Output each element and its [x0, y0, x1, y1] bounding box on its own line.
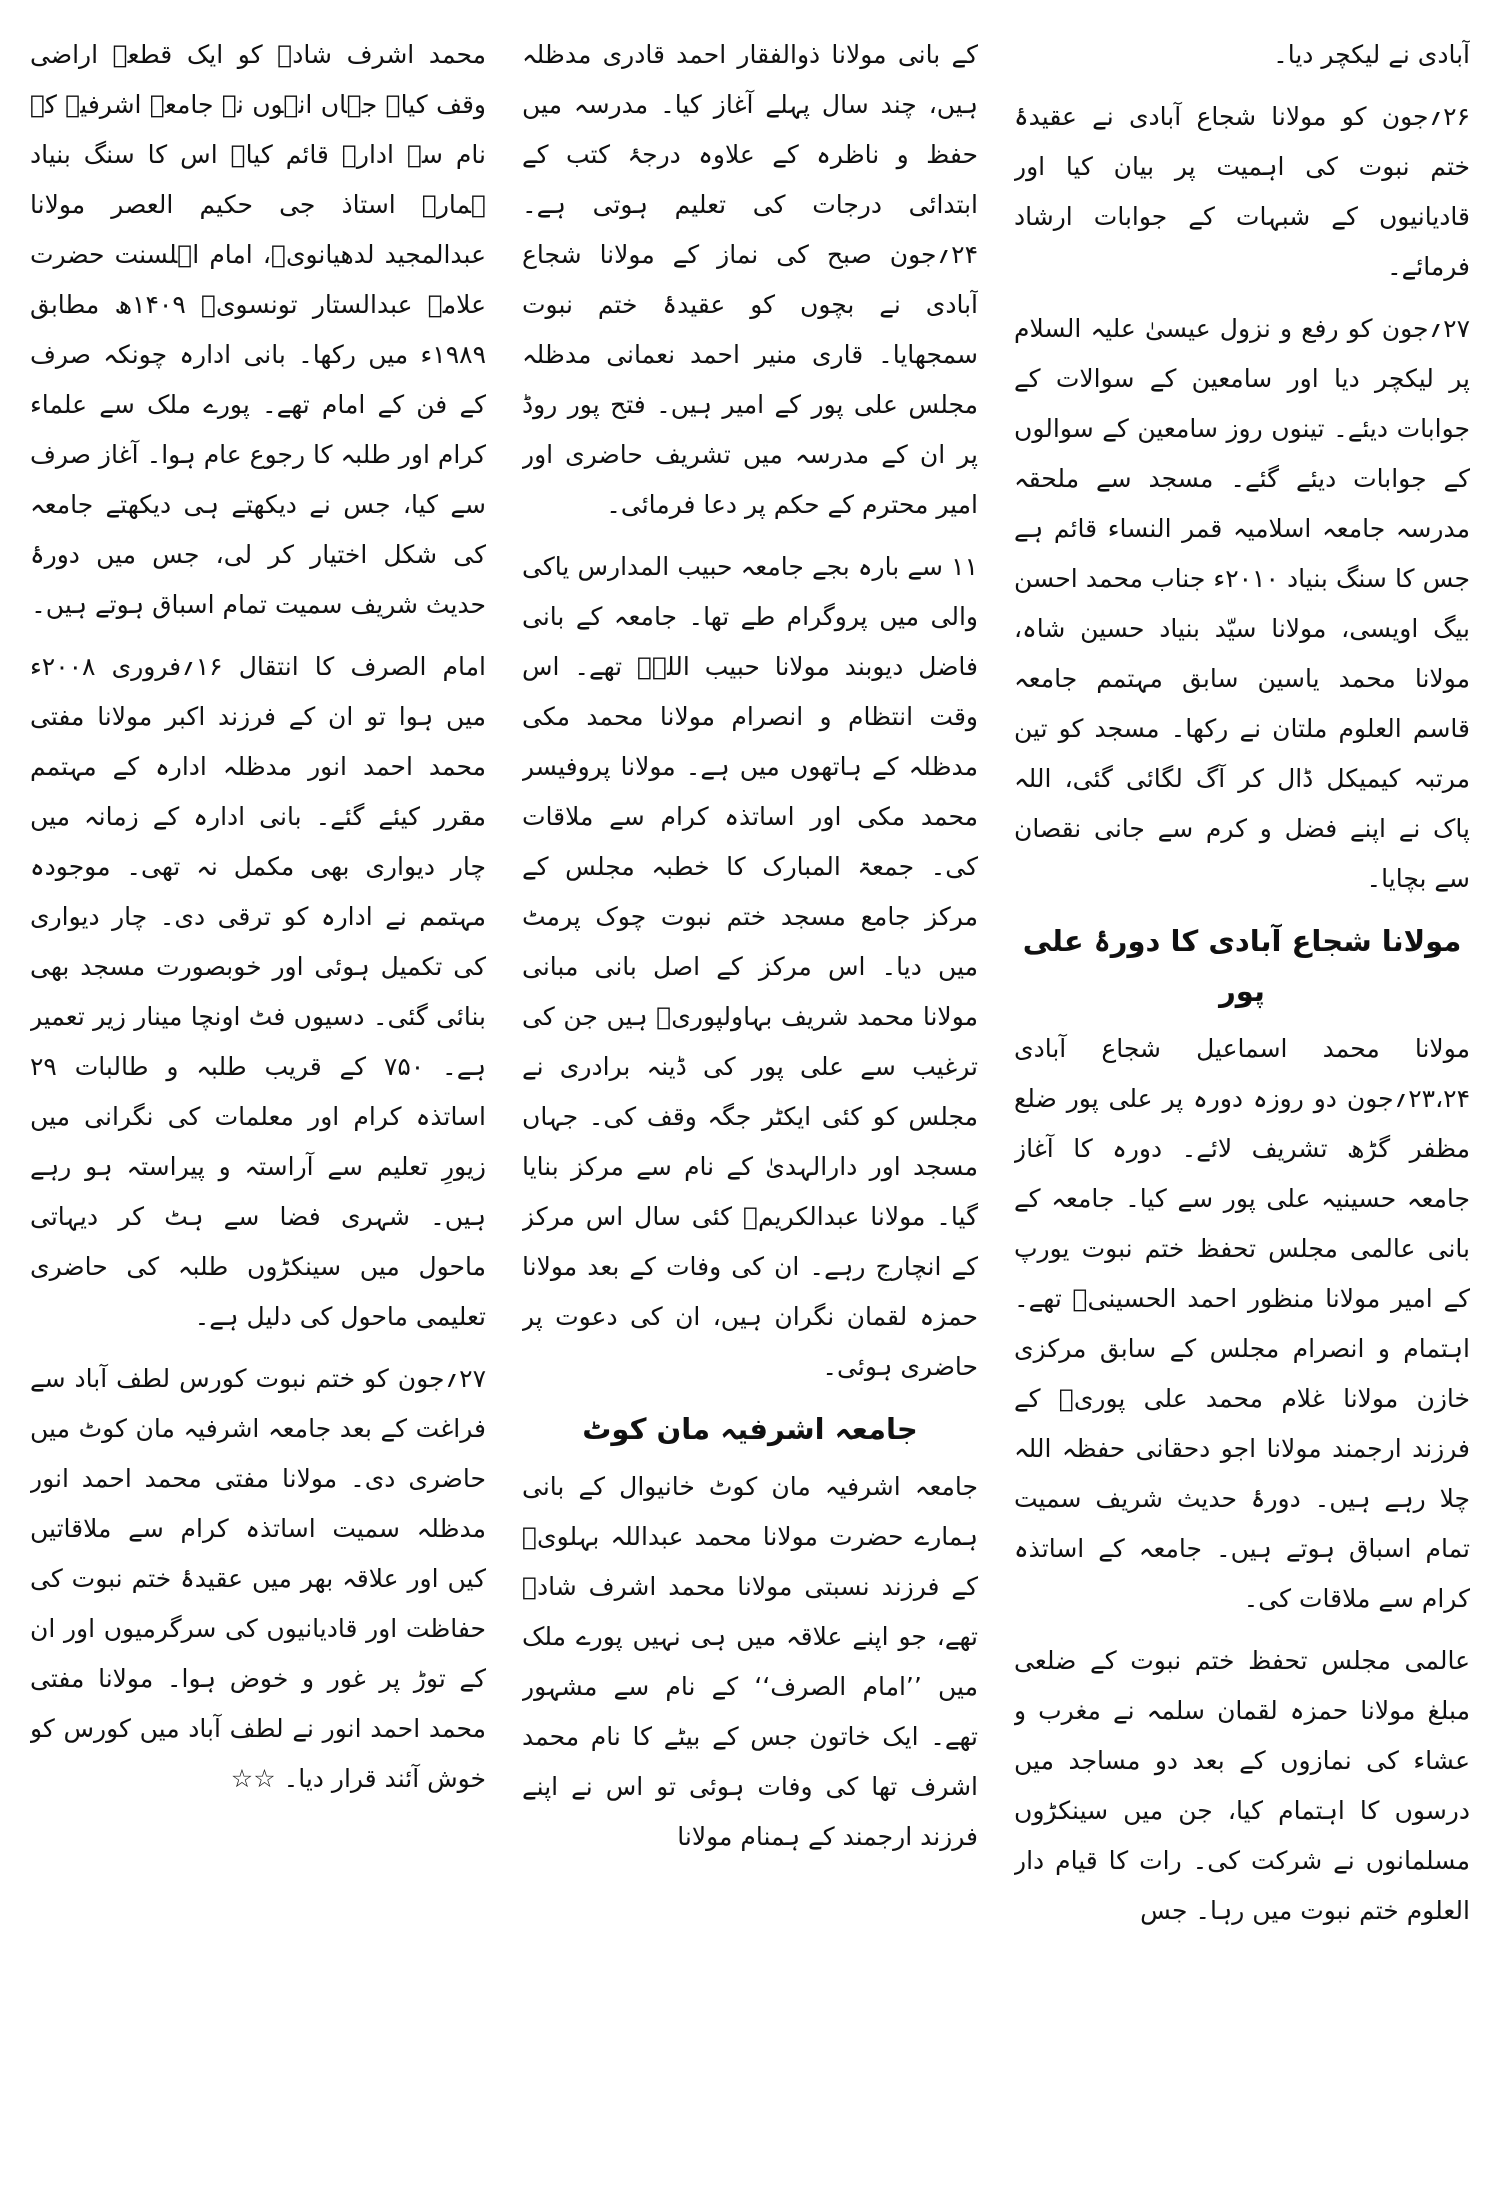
newspaper-page	[30, 30, 1470, 2170]
paragraph: مولانا محمد اسماعیل شجاع آبادی ۲۳،۲۴؍جون دو روزہ دورہ پر علی پور ضلع مظفر گڑھ تشریف لائے۔ دورہ کا آغاز جامعہ حسینیہ علی پور سے کیا۔ جامعہ کے بانی عالمی مجلس تحفظ ختم نبوت یورپ کے امیر مولانا منظور احمد الحسینیؒ تھے۔ اہتمام و انصرام مجلس کے سابق مرکزی خازن مولانا غلام محمد علی پوریؒ کے فرزند ارجمند مولانا اجو دحقانی حفظہ اللہ چلا رہے ہیں۔ دورۂ حدیث شریف سمیت تمام اسباق ہوتے ہیں۔ جامعہ کے اساتذہ کرام سے ملاقات کی۔	[1014, 1034, 1470, 1613]
paragraph: ۱۱ سے بارہ بجے جامعہ حبیب المدارس یاکی والی میں پروگرام طے تھا۔ جامعہ کے بانی فاضل دیوبند مولانا حبیب اللہؒ تھے۔ اس وقت انتظام و انصرام مولانا محمد مکی مدظلہ کے ہاتھوں میں ہے۔ مولانا پروفیسر محمد مکی اور اساتذہ کرام سے ملاقات کی۔ جمعۃ المبارک کا خطبہ مجلس کے مرکز جامع مسجد ختم نبوت چوک پرمٹ میں دیا۔ اس مرکز کے اصل بانی مبانی مولانا محمد شریف بہاولپوریؒ ہیں جن کی ترغیب سے علی پور کی ڈینہ برادری نے مجلس کو کئی ایکٹر جگہ وقف کی۔ جہاں مسجد اور دارالہدیٰ کے نام سے مرکز بنایا گیا۔ مولانا عبدالکریمؒ کئی سال اس مرکز کے انچارج رہے۔ ان کی وفات کے بعد مولانا حمزہ لقمان نگران ہیں، ان کی دعوت پر حاضری ہوئی۔	[522, 552, 978, 1381]
paragraph: عالمی مجلس تحفظ ختم نبوت کے ضلعی مبلغ مولانا حمزہ لقمان سلمہ نے مغرب و عشاء کی نمازوں کے بعد دو مساجد میں درسوں کا اہتمام کیا، جن میں سینکڑوں مسلمانوں نے شرکت کی۔ رات کا قیام دار العلوم ختم نبوت میں رہا۔ جس	[1014, 1646, 1470, 1925]
paragraph: جامعہ اشرفیہ مان کوٹ خانیوال کے بانی ہمارے حضرت مولانا محمد عبداللہ بہلویؒ کے فرزند نسبتی مولانا محمد اشرف شادؒ تھے، جو اپنے علاقہ میں ہی نہیں پورے ملک میں ’’امام الصرف‘‘ کے نام سے مشہور تھے۔ ایک خاتون جس کے بیٹے کا نام محمد اشرف تھا کی وفات ہوئی تو اس نے اپنے فرزند ارجمند کے ہمنام مولانا	[522, 1472, 978, 1851]
column-left	[30, 30, 486, 2170]
paragraph: ۲۷؍جون کو رفع و نزول عیسیٰ علیہ السلام پر لیکچر دیا اور سامعین کے سوالات کے جوابات دیئے۔ تینوں روز سامعین کے سوالوں کے جوابات دیئے گئے۔ مسجد سے ملحقہ مدرسہ جامعہ اسلامیہ قمر النساء قائم ہے جس کا سنگ بنیاد ۲۰۱۰ء جناب محمد احسن بیگ اویسی، مولانا سیّد بنیاد حسین شاہ، مولانا محمد یاسین سابق مہتمم جامعہ قاسم العلوم ملتان نے رکھا۔ مسجد کو تین مرتبہ کیمیکل ڈال کر آگ لگائی گئی، اللہ پاک نے اپنے فضل و کرم سے جانی نقصان سے بچایا۔	[1014, 314, 1470, 893]
section-heading: مولانا شجاع آبادی کا دورۂ علی پور	[1022, 924, 1462, 1008]
paragraph: کے بانی مولانا ذوالفقار احمد قادری مدظلہ ہیں، چند سال پہلے آغاز کیا۔ مدرسہ میں حفظ و ناظرہ کے علاوہ درجۂ کتب کے ابتدائی درجات کی تعلیم ہوتی ہے۔ ۲۴؍جون صبح کی نماز کے مولانا شجاع آبادی نے بچوں کو عقیدۂ ختم نبوت سمجھایا۔ قاری منیر احمد نعمانی مدظلہ مجلس علی پور کے امیر ہیں۔ فتح پور روڈ پر ان کے مدرسہ میں تشریف حاضری اور امیر محترم کے حکم پر دعا فرمائی۔	[522, 40, 978, 519]
section-heading: جامعہ اشرفیہ مان کوٹ	[582, 1412, 918, 1446]
paragraph: ۲۷؍جون کو ختم نبوت کورس لطف آباد سے فراغت کے بعد جامعہ اشرفیہ مان کوٹ میں حاضری دی۔ مولانا مفتی محمد احمد انور مدظلہ سمیت اساتذہ کرام سے ملاقاتیں کیں اور علاقہ بھر میں عقیدۂ ختم نبوت کی حفاظت اور قادیانیوں کی سرگرمیوں اور ان کے توڑ پر غور و خوض ہوا۔ مولانا مفتی محمد احمد انور نے لطف آباد میں کورس کو خوش آئند قرار دیا۔ ☆☆	[30, 1364, 486, 1793]
paragraph: ۲۶؍جون کو مولانا شجاع آبادی نے عقیدۂ ختم نبوت کی اہمیت پر بیان کیا اور قادیانیوں کے شبہات کے جوابات ارشاد فرمائے۔	[1014, 102, 1470, 281]
paragraph: امام الصرف کا انتقال ۱۶؍فروری ۲۰۰۸ء میں ہوا تو ان کے فرزند اکبر مولانا مفتی محمد احمد انور مدظلہ ادارہ کے مہتمم مقرر کیئے گئے۔ بانی ادارہ کے زمانہ میں چار دیواری بھی مکمل نہ تھی۔ موجودہ مہتمم نے ادارہ کو ترقی دی۔ چار دیواری کی تکمیل ہوئی اور خوبصورت مسجد بھی بنائی گئی۔ دسیوں فٹ اونچا مینار زیر تعمیر ہے۔ ۷۵۰ کے قریب طلبہ و طالبات ۲۹ اساتذہ کرام اور معلمات کی نگرانی میں زیورِ تعلیم سے آراستہ و پیراستہ ہو رہے ہیں۔ شہری فضا سے ہٹ کر دیہاتی ماحول میں سینکڑوں طلبہ کی حاضری تعلیمی ماحول کی دلیل ہے۔	[30, 652, 486, 1331]
column-right	[1014, 30, 1470, 2170]
paragraph: آبادی نے لیکچر دیا۔	[1273, 40, 1470, 69]
column-middle	[522, 30, 978, 2170]
paragraph: محمد اشرف شادؒ کو ایک قطعۂ اراضی وقف کیا۔ جہاں انہوں نے جامعہ اشرفیہ کے نام سے ادارہ قائم کیا۔ اس کا سنگ بنیاد ہمارے استاذ جی حکیم العصر مولانا عبدالمجید لدھیانویؒ، امام اہلسنت حضرت علامہ عبدالستار تونسویؒ ۱۴۰۹ھ مطابق ۱۹۸۹ء میں رکھا۔ بانی ادارہ چونکہ صرف کے فن کے امام تھے۔ پورے ملک سے علماء کرام اور طلبہ کا رجوع عام ہوا۔ آغاز صرف سے کیا، جس نے دیکھتے ہی دیکھتے جامعہ کی شکل اختیار کر لی، جس میں دورۂ حدیث شریف سمیت تمام اسباق ہوتے ہیں۔	[30, 40, 486, 619]
